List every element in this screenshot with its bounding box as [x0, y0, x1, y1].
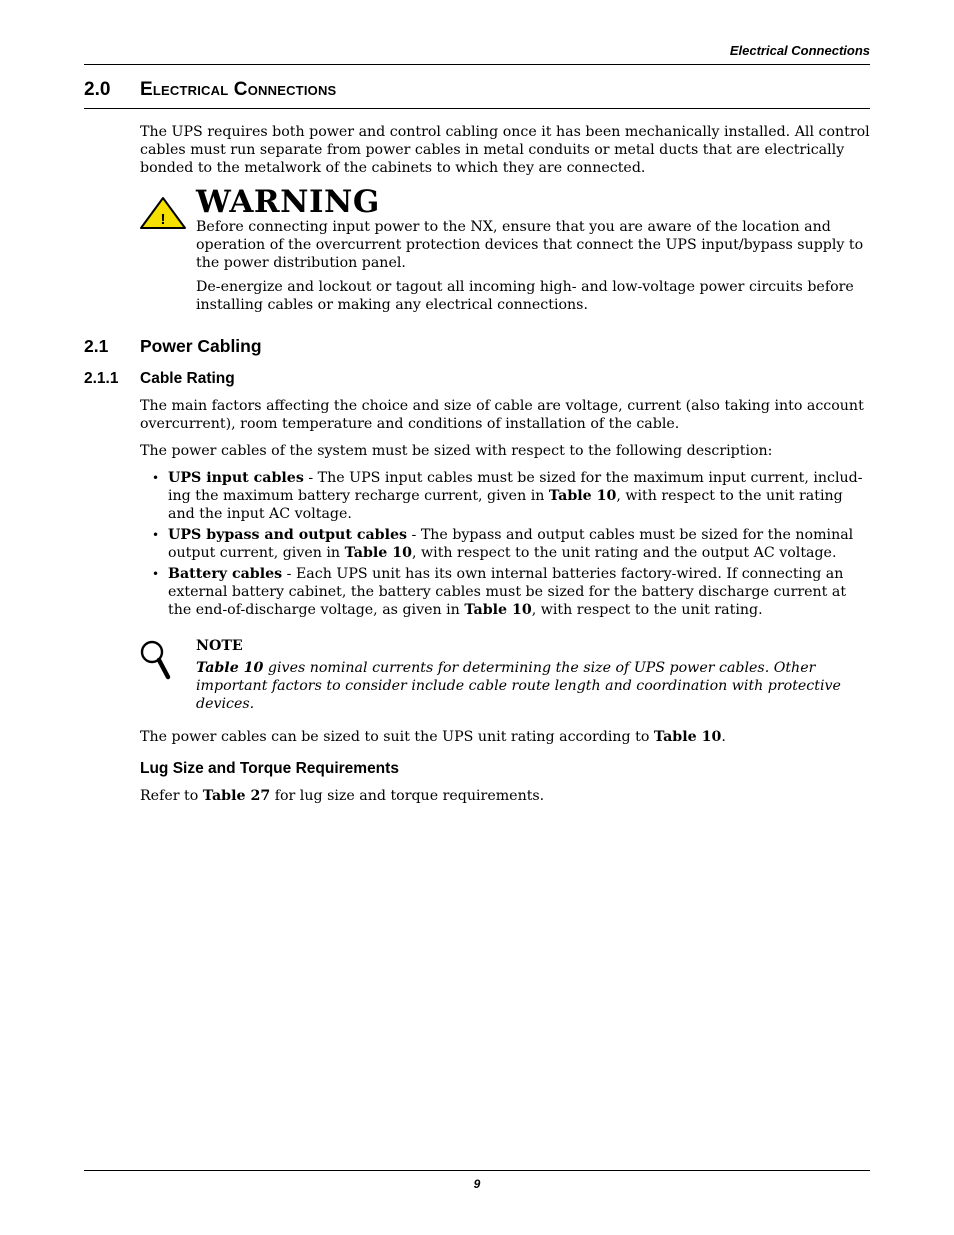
magnifier-icon	[138, 638, 174, 682]
bullet-term: UPS input cables	[168, 470, 304, 486]
bullet-term: Battery cables	[168, 566, 283, 582]
svg-text:!: !	[160, 211, 166, 228]
note-title: NOTE	[196, 638, 243, 654]
section-number: 2.0	[84, 79, 111, 100]
list-item	[168, 469, 870, 523]
list-item	[168, 526, 870, 562]
lug-paragraph	[140, 787, 870, 805]
bullet-text: , with respect to the unit rating and the output AC voltage.	[412, 545, 837, 561]
bullet-text: - Each UPS unit has its own internal batteries factory-wired. If connecting an external battery cabinet, the battery cables must be sized for the battery discharge current at the end-of-discharge voltage, as given in	[168, 566, 847, 618]
table-reference: Table 10	[653, 729, 722, 745]
running-header: Electrical Connections	[729, 43, 870, 58]
lug-text: Refer to	[140, 788, 203, 804]
lug-heading: Lug Size and Torque Requirements	[140, 760, 399, 777]
subsubsection-title: Cable Rating	[140, 370, 235, 387]
warning-paragraph-1: Before connecting input power to the NX, ensure that you are aware of the location and operation of the overcurrent protection devices that connect the UPS input/bypass supply to the power distribution panel.	[196, 219, 864, 271]
table-reference: Table 10	[548, 488, 617, 504]
sizing-text: The power cables can be sized to suit the UPS unit rating according to	[140, 729, 654, 745]
footer-rule	[84, 1170, 870, 1171]
table-reference: Table 10	[344, 545, 412, 561]
bullet-marker: •	[152, 471, 160, 485]
bullet-text: , with respect to the unit rating.	[531, 602, 763, 618]
subsection-number: 2.1	[84, 336, 109, 356]
subsection-title: Power Cabling	[140, 336, 262, 356]
subsection-heading	[84, 336, 262, 357]
table-reference: Table 10	[196, 660, 264, 676]
table-reference: Table 10	[464, 602, 532, 618]
sizing-paragraph	[140, 728, 870, 746]
page-number: 9	[473, 1177, 481, 1191]
warning-paragraph-2: De-energize and lockout or tagout all incoming high- and low-voltage power circuits before installing cables or making any electrical connections.	[196, 279, 854, 313]
subsubsection-heading	[84, 370, 235, 388]
section-title: Electrical Connections	[140, 79, 337, 100]
note-body	[196, 659, 870, 713]
warning-title: WARNING	[196, 184, 380, 220]
lug-text-end: for lug size and torque requirements.	[270, 788, 545, 804]
header-rule	[84, 64, 870, 65]
section-rule	[84, 108, 870, 109]
cable-rating-paragraph-2: The power cables of the system must be sized with respect to the following description:	[140, 443, 773, 459]
cable-rating-paragraph-1: The main factors affecting the choice and size of cable are voltage, current (also taking into account overcurrent), room temperature and conditions of installation of the cable.	[140, 398, 864, 432]
table-reference: Table 27	[202, 788, 271, 804]
bullet-term: UPS bypass and output cables	[168, 527, 407, 543]
sizing-text-end: .	[721, 729, 726, 745]
intro-paragraph: The UPS requires both power and control cabling once it has been mechanically installed. All control cables must run separate from power cables in metal conduits or metal ducts that are electrically bonded to the metalwork of the cabinets to which they are connected.	[140, 124, 870, 176]
bullet-marker: •	[152, 567, 160, 581]
note-text: gives nominal currents for determining the size of UPS power cables. Other important factors to consider include cable route length and coordination with protective devices.	[196, 660, 841, 712]
subsubsection-number: 2.1.1	[84, 370, 119, 387]
section-heading	[84, 79, 336, 101]
bullet-marker: •	[152, 528, 160, 542]
list-item	[168, 565, 870, 619]
bullet-text: , with respect to the unit rating and the input AC voltage.	[168, 488, 843, 522]
bullet-text: - The bypass and output cables must be sized for the nominal output current, given in	[168, 527, 854, 561]
bullet-text: - The UPS input cables must be sized for the maximum input current, includ-ing the maximum battery recharge current, given in	[168, 470, 863, 504]
warning-triangle-icon	[139, 196, 187, 230]
